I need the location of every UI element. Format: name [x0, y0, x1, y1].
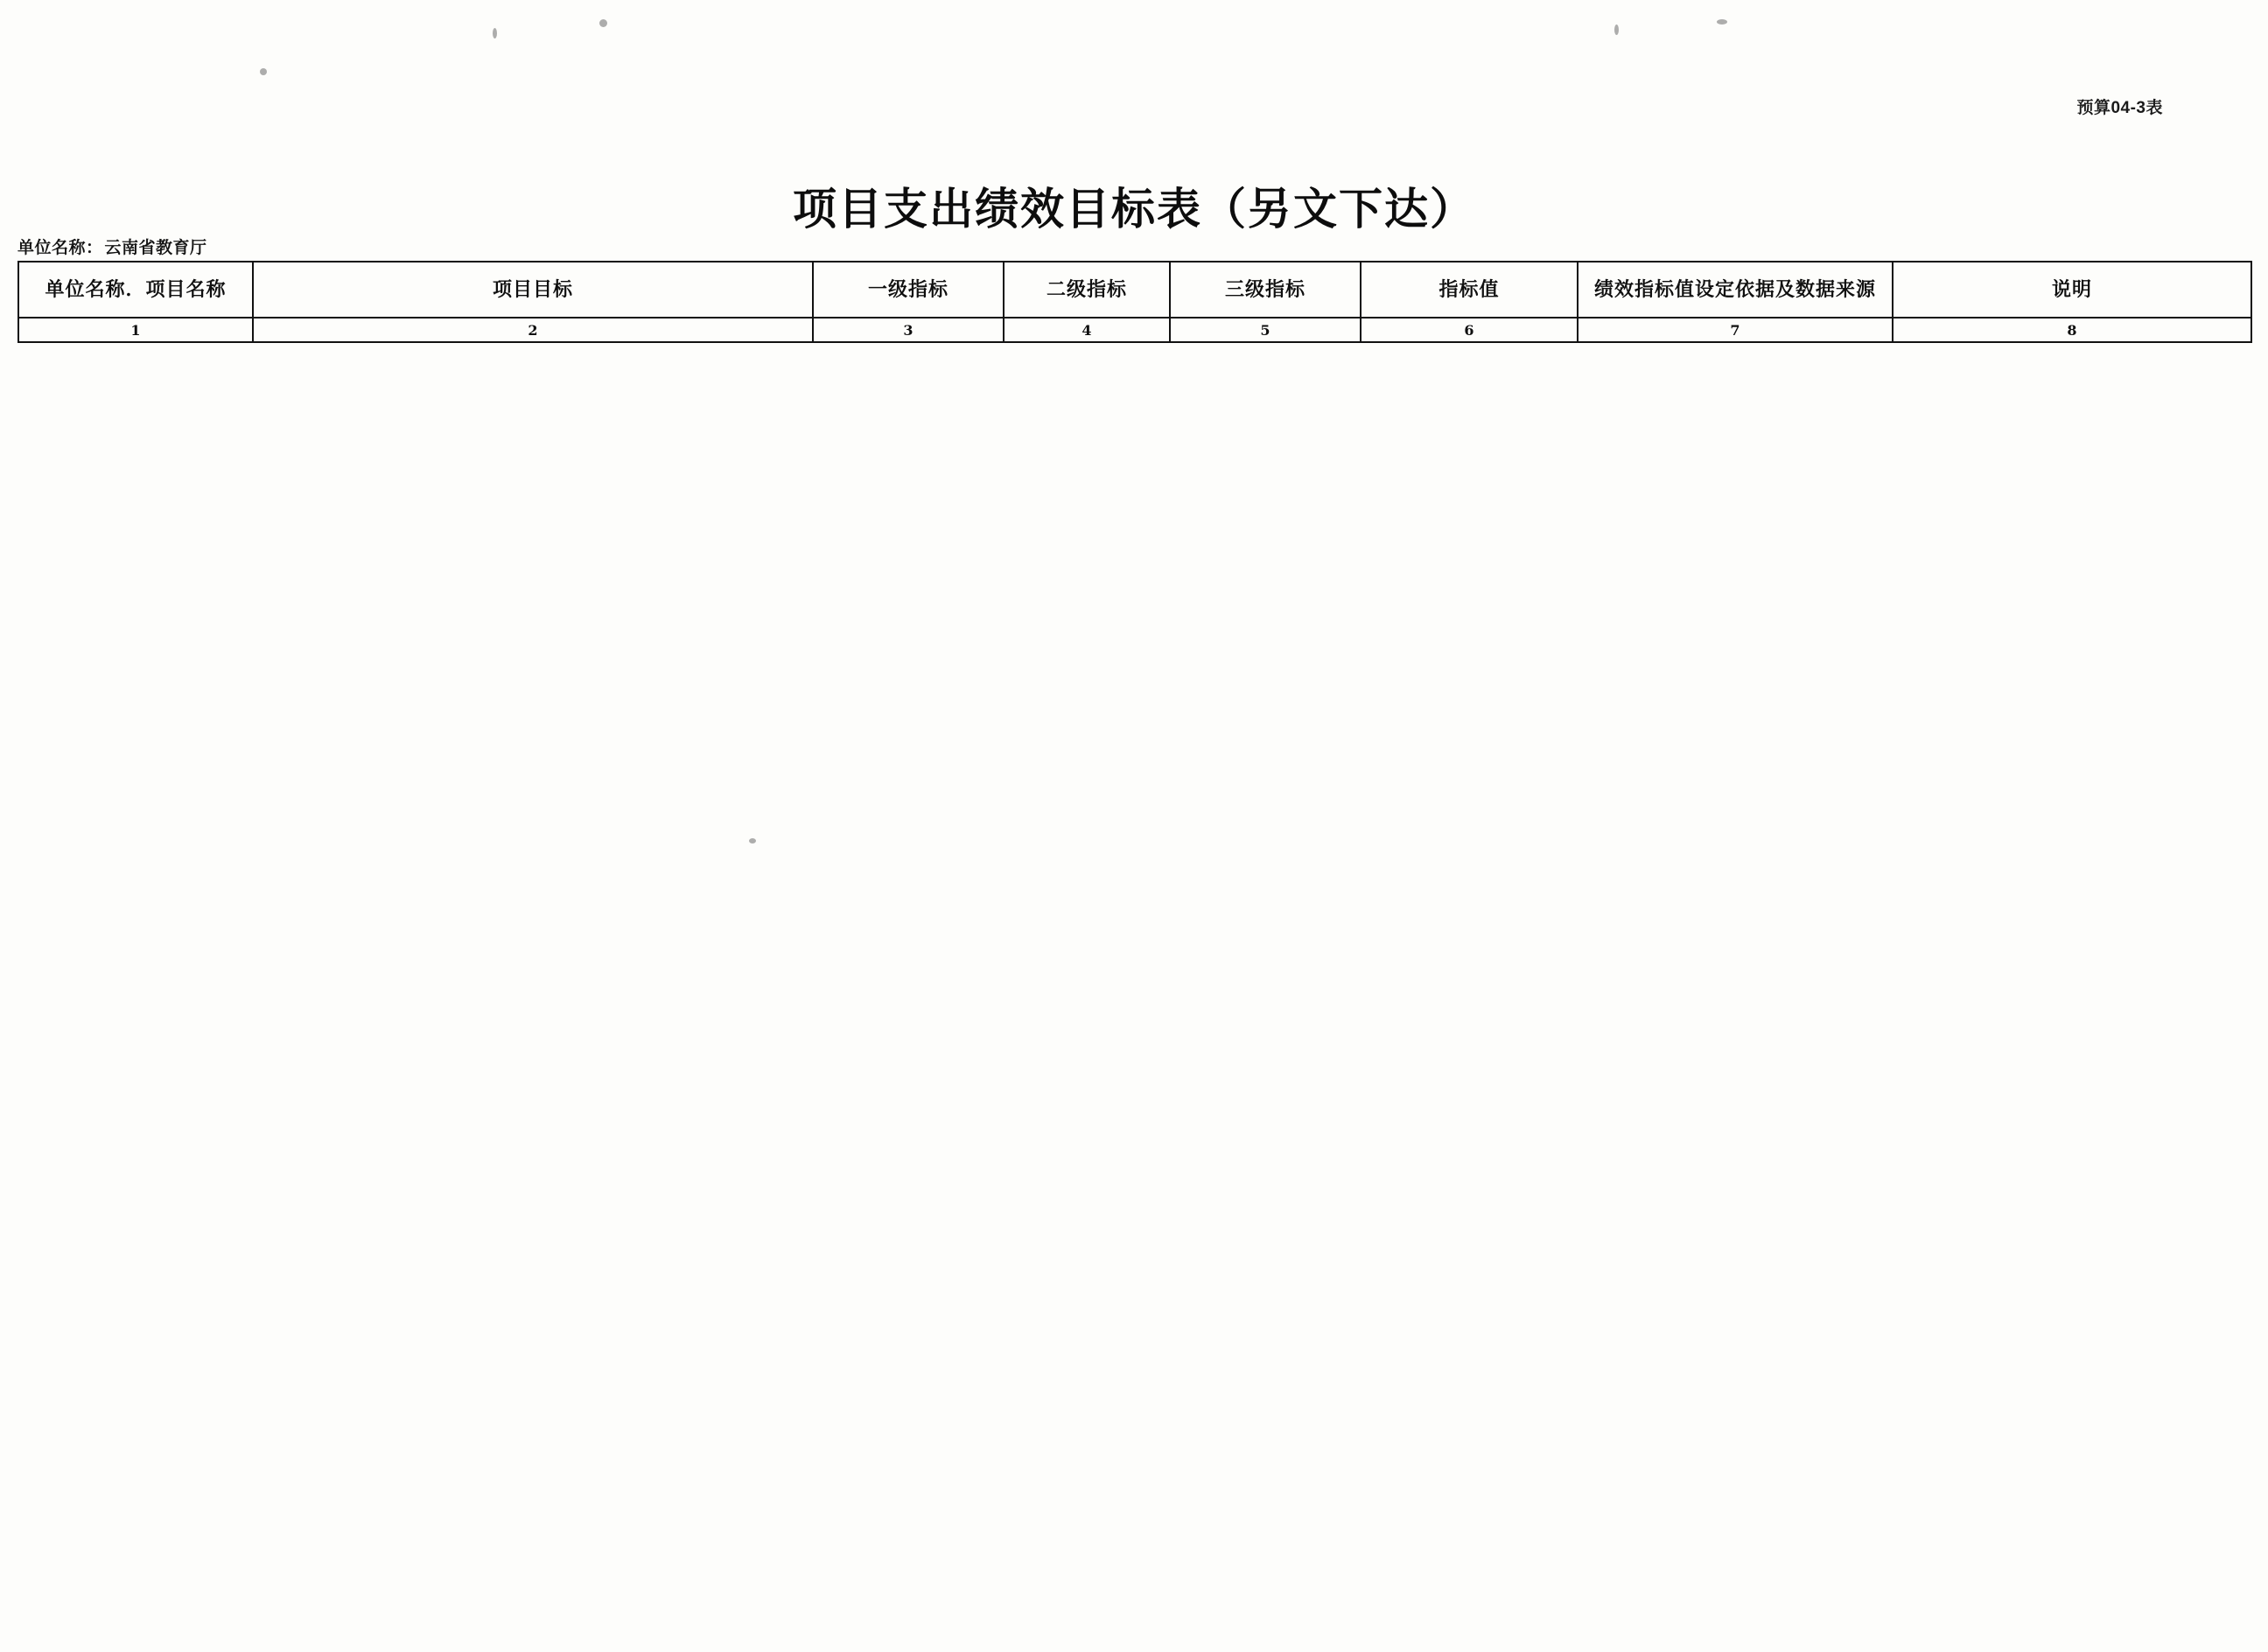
column-number-row — [18, 318, 2251, 342]
column-number-5: 5 — [1170, 318, 1361, 342]
scan-speck — [749, 838, 756, 844]
performance-table-wrapper — [18, 261, 2250, 343]
column-header-level3-indicator: 三级指标 — [1170, 262, 1361, 318]
column-number-4: 4 — [1004, 318, 1170, 342]
column-number-8: 8 — [1893, 318, 2251, 342]
table-header-row — [18, 262, 2251, 318]
column-header-level2-indicator: 二级指标 — [1004, 262, 1170, 318]
unit-name-value: 云南省教育厅 — [104, 239, 207, 257]
scan-speck — [493, 28, 497, 38]
column-header-basis-and-source: 绩效指标值设定依据及数据来源 — [1578, 262, 1893, 318]
scan-speck — [1614, 24, 1619, 35]
column-number-2: 2 — [253, 318, 813, 342]
column-number-6: 6 — [1361, 318, 1578, 342]
column-header-remarks: 说明 — [1893, 262, 2251, 318]
page-title: 项目支出绩效目标表（另文下达） — [793, 182, 1475, 234]
form-code: 预算04-3表 — [2076, 99, 2163, 117]
performance-target-table — [18, 261, 2252, 343]
column-header-level1-indicator: 一级指标 — [813, 262, 1004, 318]
column-header-project-target: 项目目标 — [253, 262, 813, 318]
unit-name-label: 单位名称： — [18, 239, 103, 257]
scan-speck — [1717, 19, 1727, 24]
scan-speck — [260, 68, 267, 75]
column-number-3: 3 — [813, 318, 1004, 342]
column-number-1: 1 — [18, 318, 253, 342]
column-header-unit-project-name: 单位名称．项目名称 — [18, 262, 253, 318]
unit-name-line — [18, 234, 207, 258]
column-number-7: 7 — [1578, 318, 1893, 342]
column-header-indicator-value: 指标值 — [1361, 262, 1578, 318]
scan-speck — [599, 19, 607, 27]
